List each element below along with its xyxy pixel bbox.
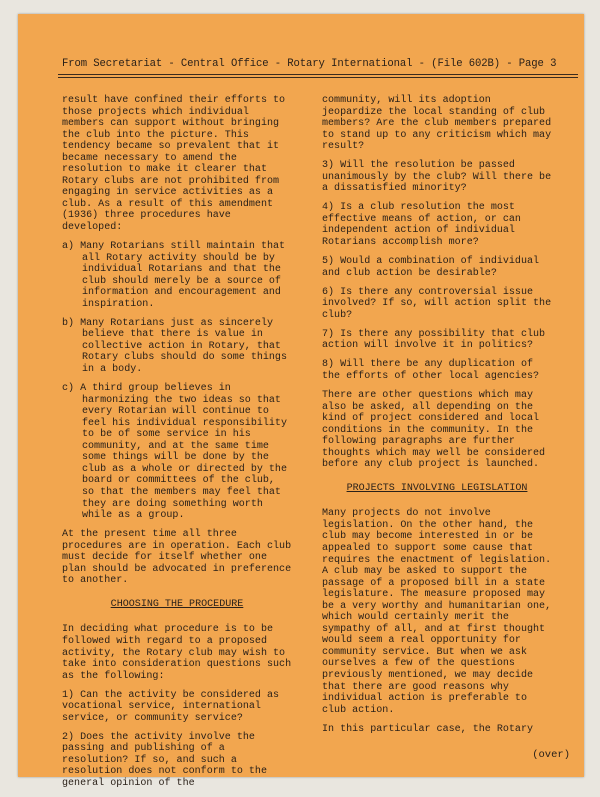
question-item: 8) Will there be any duplication of the efforts of other local agencies? xyxy=(322,359,540,382)
question-item: 2) Does the activity involve the passing and publishing of a resolution? If so, and such a resolution does not conform to the general opinion of the xyxy=(62,731,267,789)
header-rule-bottom xyxy=(58,77,578,78)
paragraph: Many projects do not involve legislation. On the other hand, the club may become interested in or be appealed to support some cause that requires the enactment of legislation. A club may be asked to support the passage of a proposed bill in a state legislature. The measure proposed may be a very worthy and humanitarian one, which would certainly merit the sympathy of all, and at first thought would seem a real opportunity for community service. But when we ask ourselves a few of the questions previously mentioned, we may decide that there are good reasons why individual action is preferable to club action. xyxy=(322,508,552,716)
list-item: c) A third group believes in harmonizing the two ideas so that every Rotarian will continue to feel his individual responsibility to be of some service in his community, and at the same time some things will be done by the club as a whole or directed by the board or committees of the club, so that the members may feel that they are doing something worth while as a group. xyxy=(62,383,287,522)
page-header: From Secretariat - Central Office - Rotary International - (File 602B) - Page 3 xyxy=(62,58,557,70)
list-item: a) Many Rotarians still maintain that all Rotary activity should be by individual Rotarians and that the club should merely be a source of information and encouragement and inspiration. xyxy=(62,241,286,310)
section-heading: CHOOSING THE PROCEDURE xyxy=(110,598,244,610)
paragraph: community, will its adoption jeopardize the local standing of club members? Are the club members prepared to stand up to any criticism which may result? xyxy=(322,95,552,153)
question-item: 4) Is a club resolution the most effective means of action, or can independent action of individual Rotarians accomplish more? xyxy=(322,202,521,249)
question-item: 1) Can the activity be considered as vocational service, international service, or community service? xyxy=(62,689,280,724)
question-item: 7) Is there any possibility that club action will involve it in politics? xyxy=(322,328,546,352)
page-footer-over: (over) xyxy=(532,749,570,761)
question-item: 3) Will the resolution be passed unanimously by the club? Will there be a dissatisfied minority? xyxy=(322,160,552,195)
paragraph: At the present time all three procedures are in operation. Each club must decide for itself whether one plan should be advocated in preference to another. xyxy=(62,529,292,587)
header-rule-top xyxy=(58,74,578,75)
paragraph: In deciding what procedure is to be followed with regard to a proposed activity, the Rotary club may wish to take into consideration questions such as the following: xyxy=(62,624,292,682)
paragraph: In this particular case, the Rotary xyxy=(322,723,534,735)
paragraph: There are other questions which may also be asked, all depending on the kind of project considered and local conditions in the community. In the following paragraphs are further thoughts which may well be considered before any club project is launched. xyxy=(322,389,546,471)
paragraph: result have confined their efforts to those projects which individual members can support without bringing the club into the picture. This tendency became so prevalent that it became necessary to amend the resolution to make it clearer that Rotary clubs are not prohibited from engaging in service activities as a club. As a result of this amendment (1936) three procedures have developed: xyxy=(62,95,286,234)
left-column xyxy=(62,95,292,797)
question-item: 6) Is there any controversial issue involved? If so, will action split the club? xyxy=(322,286,552,321)
document-page xyxy=(18,14,584,789)
question-item: 5) Would a combination of individual and club action be desirable? xyxy=(322,256,540,279)
list-item: b) Many Rotarians just as sincerely believe that there is value in collective action in Rotary, that Rotary clubs should do some things in a body. xyxy=(62,317,287,376)
section-heading: PROJECTS INVOLVING LEGISLATION xyxy=(346,482,528,494)
right-column xyxy=(322,95,552,743)
